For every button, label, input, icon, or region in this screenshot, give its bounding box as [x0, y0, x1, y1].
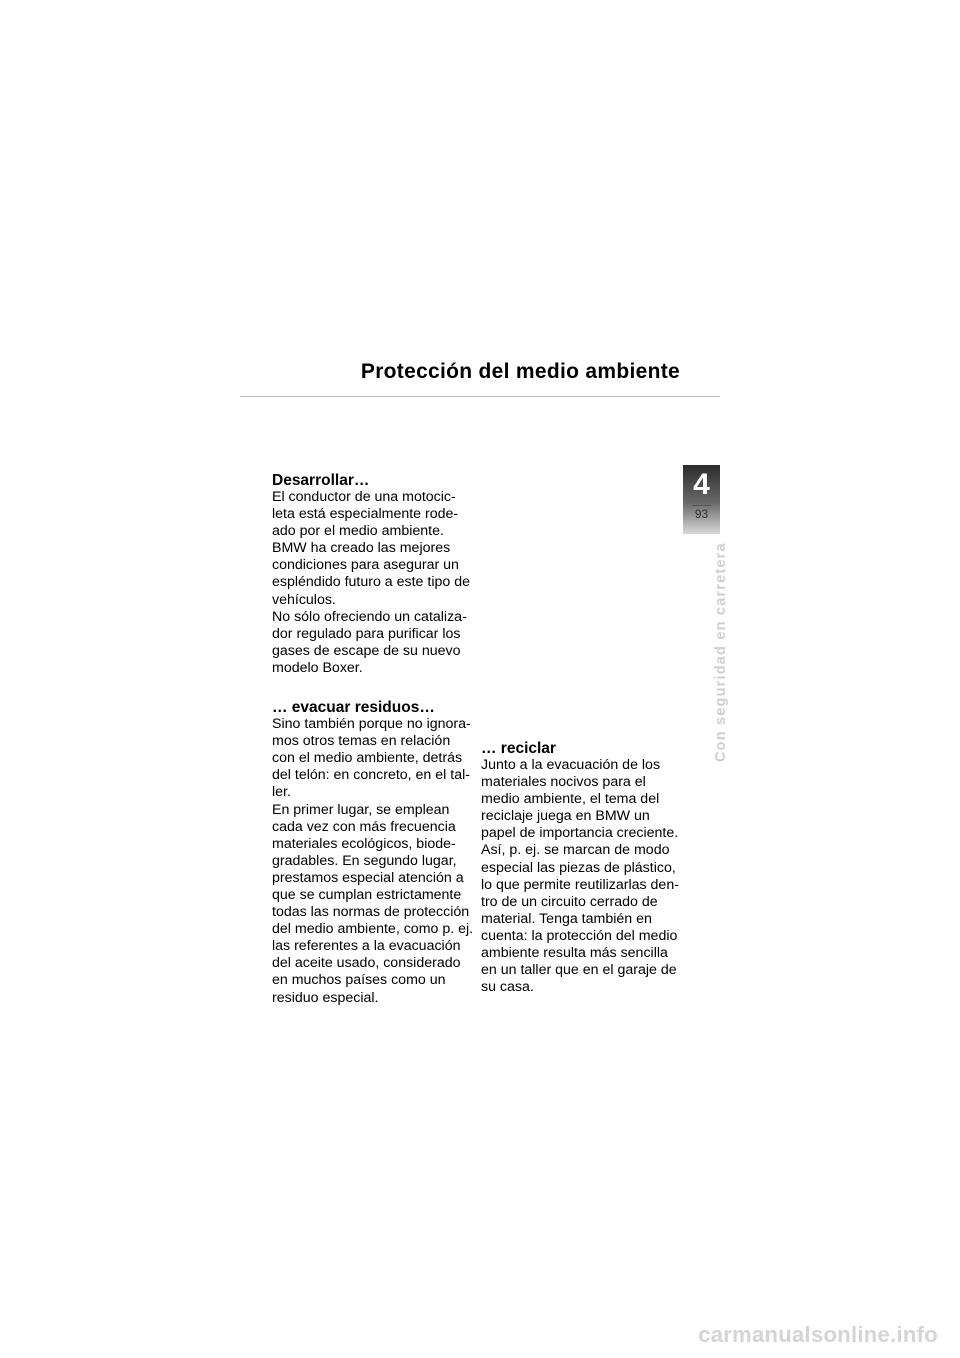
section-evacuar [272, 699, 482, 1007]
section-heading-reciclar: … reciclar [481, 740, 556, 757]
paragraph: No sólo ofreciendo un cataliza- dor regulado para purificar los gases de escape de su nuevo modelo Boxer. [272, 608, 467, 676]
paragraph: Junto a la evacuación de los materiales nocivos para el medio ambiente, el tema del reciclaje juega en BMW un papel de importancia creciente. Así, p. ej. se marcan de modo especial las piezas de plástico, lo que permite reutilizarlas den- tro de un circuito cerrado de material. Tenga también en cuenta: la protección del medio ambiente resulta más sencilla en un taller que en el garaje de su casa. [481, 757, 679, 996]
section-heading-desarrollar: Desarrollar… [272, 472, 370, 489]
section-spacer [272, 677, 482, 699]
paragraph: Sino también porque no ignora- mos otros temas en relación con el medio ambiente, detrás del telón: en concreto, en el tal- ler. [272, 716, 471, 801]
chapter-number: 4 [693, 468, 710, 501]
section-reciclar [481, 740, 691, 996]
section-side-label: Con seguridad en carretera [713, 542, 729, 762]
title-divider [240, 396, 720, 397]
chapter-tab [683, 465, 720, 534]
right-column [481, 740, 691, 996]
paragraph: En primer lugar, se emplean cada vez con más frecuencia materiales ecológicos, biode- gradables. En segundo lugar, prestamos especial atención a que se cumplan estrictamente todas las normas de protección del medio ambiente, como p. ej. las referentes a la evacuación del aceite usado, considerado en muchos países como un residuo especial. [272, 801, 474, 1006]
left-column [272, 472, 482, 1007]
watermark: carmanualsonline.info [698, 1322, 938, 1347]
section-heading-evacuar: … evacuar residuos… [272, 699, 435, 717]
section-desarrollar [272, 472, 482, 677]
chapter-divider [692, 505, 711, 506]
page-title: Protección del medio ambiente [360, 360, 680, 383]
paragraph: El conductor de una motocic- leta está especialmente rode- ado por el medio ambiente. BMW ha creado las mejores condiciones para asegurar un espléndido futuro a este tipo de vehículos. [272, 489, 470, 608]
page-number: 93 [694, 507, 709, 521]
